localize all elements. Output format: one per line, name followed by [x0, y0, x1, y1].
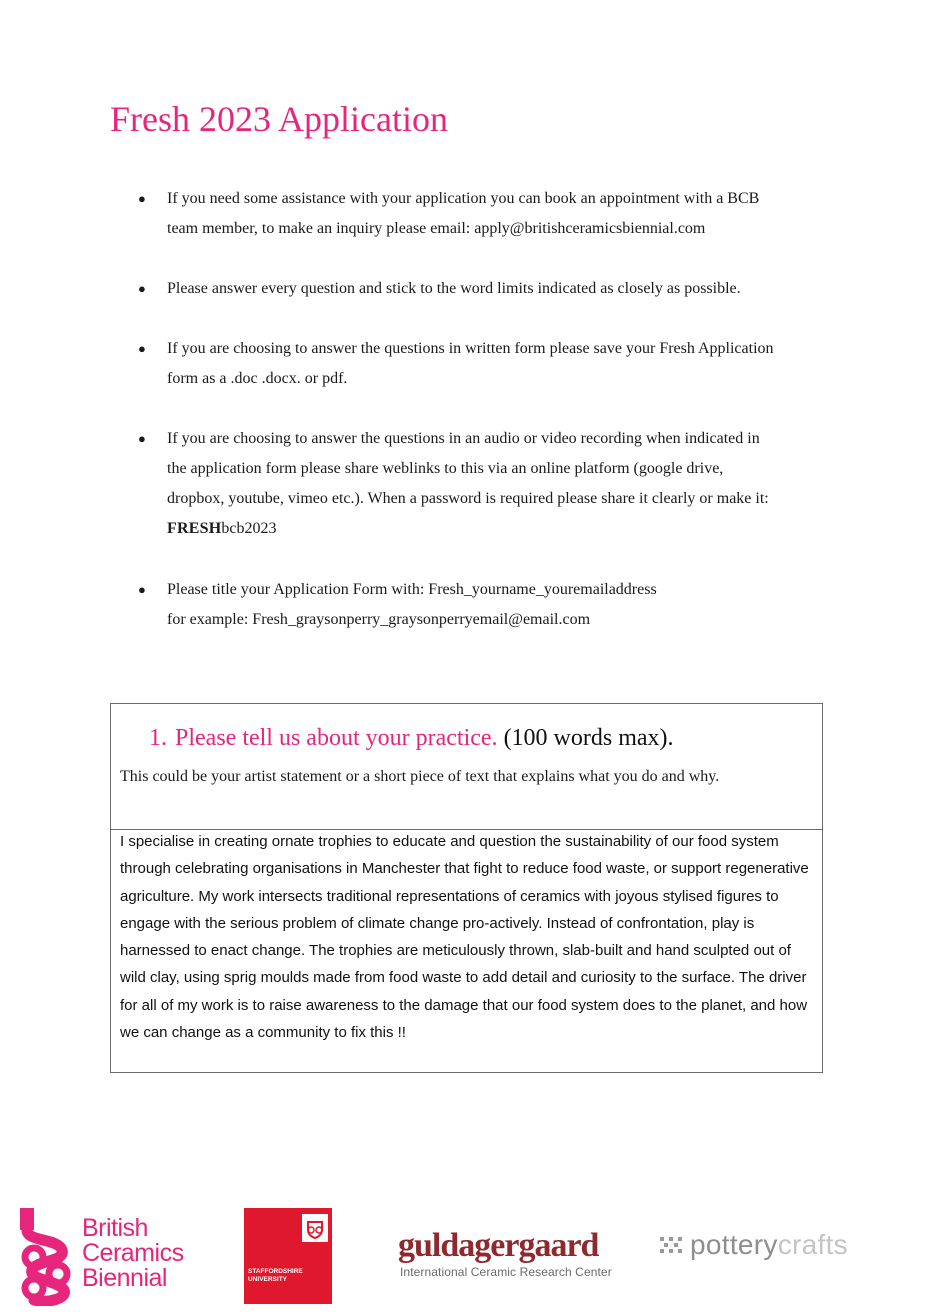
staffs-line: UNIVERSITY	[248, 1276, 288, 1283]
potterycrafts-part: crafts	[777, 1229, 848, 1260]
bcb-line: British	[82, 1214, 148, 1242]
list-item-line: the application form please share weblinks to this via an online platform (google drive,	[167, 460, 724, 477]
guldagergaard-logo	[398, 1228, 638, 1288]
potterycrafts-part: pottery	[690, 1229, 778, 1260]
list-item-line: If you are choosing to answer the questions in an audio or video recording when indicated in	[167, 430, 760, 447]
list-item	[138, 575, 828, 635]
list-item	[138, 274, 828, 304]
bullet-icon: ●	[138, 582, 146, 597]
list-item	[138, 184, 828, 244]
bullet-icon: ●	[138, 431, 146, 446]
instructions-list	[138, 184, 828, 635]
bcb-mark-icon	[18, 1208, 80, 1306]
staffs-line: STAFFORDSHIRE	[248, 1268, 303, 1275]
list-item-line	[167, 214, 828, 244]
british-ceramics-biennial-logo	[18, 1208, 208, 1306]
list-item-line: for example: Fresh_graysonperry_graysonperryemail@email.com	[167, 611, 591, 628]
question-subtitle: This could be your artist statement or a short piece of text that explains what you do and why.	[120, 768, 720, 785]
list-item-text: team member, to make an inquiry please email:	[167, 220, 475, 237]
list-item-line: dropbox, youtube, vimeo etc.). When a password is required please share it clearly or make it:	[167, 490, 769, 507]
list-item	[138, 424, 828, 544]
password-line	[167, 514, 828, 544]
list-item-line: If you need some assistance with your application you can book an appointment with a BCB	[167, 190, 760, 207]
list-item-line: form as a .doc .docx. or pdf.	[167, 370, 348, 387]
bcb-wordmark	[82, 1216, 184, 1291]
question-text: Please tell us about your practice.	[175, 725, 498, 751]
list-item-line: Please title your Application Form with: Fresh_yourname_youremailaddress	[167, 581, 657, 598]
list-item-line: If you are choosing to answer the questions in written form please save your Fresh Application	[167, 340, 774, 357]
list-item	[138, 334, 828, 394]
potterycrafts-wordmark	[690, 1230, 848, 1260]
question-box	[110, 703, 823, 1073]
question-header	[111, 704, 822, 830]
staffordshire-university-logo	[244, 1208, 332, 1304]
bcb-line: Biennial	[82, 1264, 167, 1292]
bullet-icon: ●	[138, 341, 146, 356]
password-rest: bcb2023	[221, 520, 277, 537]
potterycrafts-mark-icon	[660, 1237, 682, 1253]
answer-field[interactable]: I specialise in creating ornate trophies to educate and question the sustainability of our food system through celebrating organisations in Manchester that fight to reduce food waste, or support regenerative agriculture. My work intersects traditional representations of ceramics with joyous stylised figures to engage with the serious problem of climate change pro-actively. Instead of confrontation, play is harnessed to enact change. The trophies are meticulously thrown, slab-built and hand sculpted out of wild clay, using sprig moulds made from food waste to add detail and curiosity to the surface. The driver for all of my work is to raise awareness to the damage that our food system does to the planet, and how we can change as a community to fix this !!	[120, 833, 809, 1042]
bullet-icon: ●	[138, 191, 146, 206]
sponsor-logos	[0, 1190, 938, 1312]
email-link[interactable]: apply@britishceramicsbiennial.com	[474, 220, 706, 237]
bcb-line: Ceramics	[82, 1239, 184, 1267]
staffs-knot-icon	[244, 1208, 332, 1268]
word-limit: (100 words max).	[503, 725, 674, 751]
page-title: Fresh 2023 Application	[110, 99, 448, 139]
question-title	[149, 722, 674, 754]
guldagergaard-subtitle: International Ceramic Research Center	[400, 1265, 612, 1279]
guldagergaard-wordmark: guldagergaard	[398, 1227, 599, 1264]
password-bold: FRESH	[167, 520, 222, 537]
list-item-line: Please answer every question and stick to the word limits indicated as closely as possible.	[167, 280, 741, 297]
bullet-icon: ●	[138, 281, 146, 296]
question-number: 1.	[149, 725, 167, 751]
staffs-wordmark	[248, 1268, 328, 1284]
